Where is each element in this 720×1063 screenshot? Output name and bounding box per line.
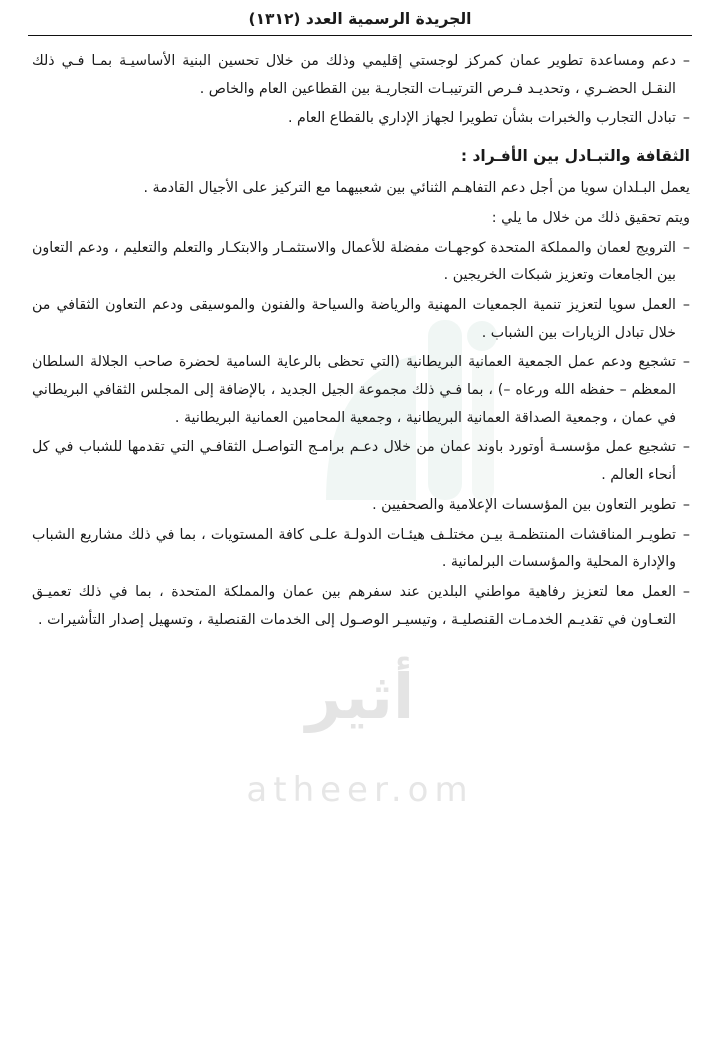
bullet-text: العمل سويا لتعزيز تنمية الجمعيات المهنية والرياضة والسياحة والفنون والموسيقى ودعم التعاون الثقافي من خلال تبادل الزيارات بين الشباب . — [32, 297, 676, 341]
section-heading: الثقافة والتبـادل بين الأفـراد : — [460, 147, 690, 166]
bullet-text: تبادل التجارب والخبرات بشأن تطويرا لجهاز الإداري بالقطاع العام . — [287, 110, 676, 127]
intro-line: ويتم تحقيق ذلك من خلال ما يلي : — [491, 209, 690, 226]
bullet-text: تشجيع ودعم عمل الجمعية العمانية البريطانية (التي تحظى بالرعاية السامية لحضرة صاحب الجلالة السلطان المعظم – حفظه الله ورعاه –) ، بما فـي ذلك مجموعة الجيل الجديد ، بالإضافة إلى المجلس الثقافي البريطاني في عمان ، وجمعية الصداقة العمانية البريطانية ، وجمعية المحامين العمانية البريطانية . — [32, 354, 676, 426]
bullet-dash-icon: – — [682, 496, 690, 513]
bullet-dash-icon: – — [682, 297, 690, 314]
bullet-item — [30, 522, 690, 577]
bullet-text: العمل معا لتعزيز رفاهية مواطني البلدين عند سفرهم بين عمان والمملكة المتحدة ، بما في ذلك تعميـق التعـاون في تقديـم الخدمـات القنصليـة ، وتيسيـر الوصـول إلى الخدمات القنصلية ، وتسهيل إصدار التأشيرات . — [32, 583, 676, 628]
bullet-dash-icon: – — [682, 53, 690, 69]
bullet-dash-icon: – — [682, 439, 690, 456]
bullet-item — [30, 105, 690, 133]
bullet-item — [30, 434, 690, 489]
bullet-dash-icon: – — [682, 354, 690, 371]
watermark-arabic-text: أثير — [305, 660, 415, 733]
paragraph: يعمل البـلدان سويا من أجل دعم التفاهـم الثنائي بين شعبيهما مع التركيز على الأجيال القادمة . — [143, 180, 690, 197]
bullet-text: تطوير التعاون بين المؤسسات الإعلامية والصحفيين . — [372, 496, 676, 513]
bullet-item — [30, 492, 690, 520]
document-body — [0, 36, 720, 634]
bullet-item — [30, 48, 690, 103]
bullet-text: الترويج لعمان والمملكة المتحدة كوجهـات مفضلة للأعمال والاستثمـار والابتكـار والتعلم والتعليم ، ودعم التعاون بين الجامعات وتعزيز شبكات الخريجين . — [32, 239, 676, 284]
bullet-dash-icon: – — [682, 110, 690, 127]
bullet-item — [30, 292, 690, 347]
bullet-item — [30, 235, 690, 290]
page-header-title: الجريدة الرسمية العدد (١٣١٢) — [248, 10, 472, 28]
bullet-dash-icon: – — [682, 583, 690, 600]
bullet-item — [30, 349, 690, 432]
bullet-text: تطويـر المناقشات المنتظمـة بيـن مختلـف هيئـات الدولـة علـى كافة المستويات ، بما في ذلك مشاريع الشباب والإدارة المحلية والمؤسسات البرلمانية . — [32, 526, 676, 571]
bullet-text: تشجيع عمل مؤسسـة أوتورد باوند عمان من خلال دعـم برامـج التواصـل الثقافـي التي تقدمها للشباب في كل أنحاء العالم . — [32, 439, 676, 484]
watermark-latin-text: atheer.om — [246, 770, 474, 810]
bullet-text: دعم ومساعدة تطوير عمان كمركز لوجستي إقليمي وذلك من خلال تحسين البنية الأساسيـة بمـا فـي ذلك النقـل الحضـري ، وتحديـد فـرص الترتيبـات التجاريـة بين القطاعين العام والخاص . — [32, 53, 676, 97]
bullet-dash-icon: – — [682, 239, 690, 256]
bullet-dash-icon: – — [682, 526, 690, 543]
bullet-item — [30, 579, 690, 634]
